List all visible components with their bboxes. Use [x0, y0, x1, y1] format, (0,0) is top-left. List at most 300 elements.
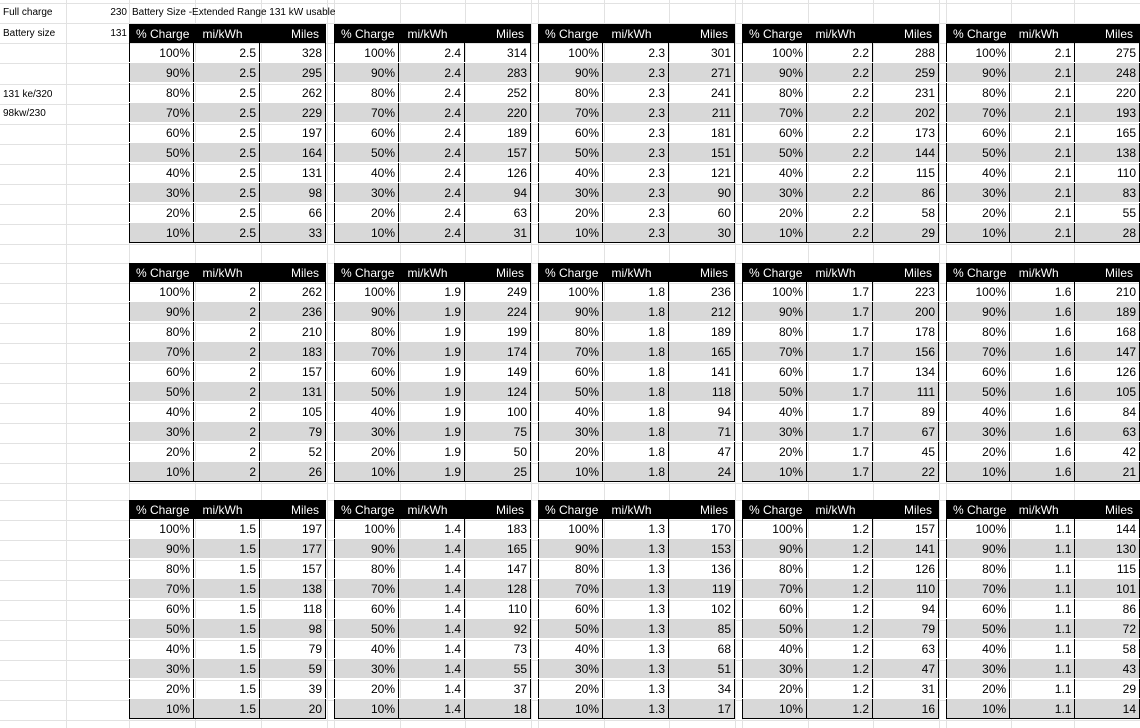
percent-cell[interactable]: 40% — [130, 163, 194, 183]
percent-cell[interactable]: 20% — [130, 679, 194, 699]
miles-cell[interactable]: 236 — [260, 302, 326, 322]
miles-cell[interactable]: 33 — [260, 223, 326, 243]
miles-cell[interactable]: 131 — [260, 163, 326, 183]
percent-cell[interactable]: 30% — [539, 422, 603, 442]
efficiency-cell[interactable]: 2.5 — [194, 183, 260, 203]
percent-cell[interactable]: 70% — [539, 579, 603, 599]
full-charge-label[interactable]: Full charge — [3, 7, 53, 18]
percent-cell[interactable]: 90% — [947, 63, 1010, 83]
column-header[interactable]: Miles — [669, 24, 735, 43]
efficiency-cell[interactable]: 2.5 — [194, 63, 260, 83]
efficiency-cell[interactable]: 1.2 — [807, 559, 873, 579]
efficiency-cell[interactable]: 2.4 — [399, 83, 465, 103]
miles-cell[interactable]: 110 — [873, 579, 939, 599]
column-header[interactable]: % Charge — [743, 263, 807, 282]
efficiency-cell[interactable]: 1.4 — [399, 579, 465, 599]
efficiency-cell[interactable]: 1.5 — [194, 699, 260, 719]
percent-cell[interactable]: 30% — [743, 422, 807, 442]
column-header[interactable]: mi/kWh — [194, 500, 260, 519]
efficiency-cell[interactable]: 2.4 — [399, 183, 465, 203]
percent-cell[interactable]: 50% — [130, 382, 194, 402]
miles-cell[interactable]: 157 — [465, 143, 531, 163]
efficiency-cell[interactable]: 2.1 — [1010, 123, 1075, 143]
percent-cell[interactable]: 70% — [335, 579, 399, 599]
miles-cell[interactable]: 63 — [465, 203, 531, 223]
efficiency-cell[interactable]: 2.1 — [1010, 143, 1075, 163]
percent-cell[interactable]: 40% — [539, 639, 603, 659]
percent-cell[interactable]: 50% — [335, 143, 399, 163]
efficiency-cell[interactable]: 1.5 — [194, 579, 260, 599]
percent-cell[interactable]: 40% — [539, 402, 603, 422]
percent-cell[interactable]: 60% — [743, 599, 807, 619]
efficiency-cell[interactable]: 2.4 — [399, 223, 465, 243]
efficiency-cell[interactable]: 1.3 — [603, 619, 669, 639]
miles-cell[interactable]: 153 — [669, 539, 735, 559]
miles-cell[interactable]: 197 — [260, 519, 326, 539]
efficiency-cell[interactable]: 1.9 — [399, 382, 465, 402]
miles-cell[interactable]: 118 — [669, 382, 735, 402]
percent-cell[interactable]: 90% — [743, 302, 807, 322]
column-header[interactable]: mi/kWh — [1010, 500, 1075, 519]
miles-cell[interactable]: 17 — [669, 699, 735, 719]
miles-cell[interactable]: 138 — [1075, 143, 1140, 163]
percent-cell[interactable]: 60% — [130, 362, 194, 382]
percent-cell[interactable]: 30% — [743, 183, 807, 203]
percent-cell[interactable]: 40% — [335, 402, 399, 422]
percent-cell[interactable]: 50% — [130, 143, 194, 163]
efficiency-cell[interactable]: 1.5 — [194, 619, 260, 639]
percent-cell[interactable]: 30% — [539, 659, 603, 679]
efficiency-cell[interactable]: 2.4 — [399, 143, 465, 163]
miles-cell[interactable]: 111 — [873, 382, 939, 402]
column-header[interactable]: Miles — [873, 263, 939, 282]
percent-cell[interactable]: 80% — [539, 559, 603, 579]
miles-cell[interactable]: 295 — [260, 63, 326, 83]
column-header[interactable]: mi/kWh — [807, 24, 873, 43]
percent-cell[interactable]: 60% — [743, 362, 807, 382]
miles-cell[interactable]: 89 — [873, 402, 939, 422]
percent-cell[interactable]: 20% — [539, 442, 603, 462]
miles-cell[interactable]: 231 — [873, 83, 939, 103]
efficiency-cell[interactable]: 2 — [194, 422, 260, 442]
miles-cell[interactable]: 45 — [873, 442, 939, 462]
efficiency-cell[interactable]: 1.8 — [603, 322, 669, 342]
column-header[interactable]: Miles — [260, 500, 326, 519]
efficiency-cell[interactable]: 1.6 — [1010, 342, 1075, 362]
percent-cell[interactable]: 90% — [947, 539, 1010, 559]
percent-cell[interactable]: 80% — [130, 322, 194, 342]
miles-cell[interactable]: 63 — [1075, 422, 1140, 442]
efficiency-cell[interactable]: 2.3 — [603, 123, 669, 143]
efficiency-cell[interactable]: 2.3 — [603, 83, 669, 103]
miles-cell[interactable]: 328 — [260, 43, 326, 63]
miles-cell[interactable]: 183 — [260, 342, 326, 362]
percent-cell[interactable]: 90% — [130, 63, 194, 83]
percent-cell[interactable]: 10% — [743, 223, 807, 243]
percent-cell[interactable]: 70% — [743, 103, 807, 123]
efficiency-cell[interactable]: 1.9 — [399, 282, 465, 302]
miles-cell[interactable]: 29 — [873, 223, 939, 243]
percent-cell[interactable]: 10% — [539, 462, 603, 482]
miles-cell[interactable]: 28 — [1075, 223, 1140, 243]
efficiency-cell[interactable]: 2.1 — [1010, 103, 1075, 123]
efficiency-cell[interactable]: 1.2 — [807, 699, 873, 719]
efficiency-cell[interactable]: 2.3 — [603, 63, 669, 83]
efficiency-cell[interactable]: 2.2 — [807, 63, 873, 83]
percent-cell[interactable]: 70% — [130, 103, 194, 123]
percent-cell[interactable]: 60% — [335, 362, 399, 382]
efficiency-cell[interactable]: 1.6 — [1010, 322, 1075, 342]
percent-cell[interactable]: 70% — [539, 103, 603, 123]
efficiency-cell[interactable]: 2.2 — [807, 83, 873, 103]
efficiency-cell[interactable]: 1.6 — [1010, 282, 1075, 302]
percent-cell[interactable]: 20% — [335, 203, 399, 223]
column-header[interactable]: % Charge — [947, 24, 1010, 43]
percent-cell[interactable]: 40% — [743, 639, 807, 659]
efficiency-cell[interactable]: 2.4 — [399, 103, 465, 123]
miles-cell[interactable]: 193 — [1075, 103, 1140, 123]
percent-cell[interactable]: 30% — [130, 183, 194, 203]
miles-cell[interactable]: 134 — [873, 362, 939, 382]
column-header[interactable]: Miles — [669, 500, 735, 519]
miles-cell[interactable]: 79 — [260, 639, 326, 659]
percent-cell[interactable]: 60% — [539, 599, 603, 619]
miles-cell[interactable]: 131 — [260, 382, 326, 402]
efficiency-cell[interactable]: 1.8 — [603, 462, 669, 482]
miles-cell[interactable]: 16 — [873, 699, 939, 719]
miles-cell[interactable]: 31 — [873, 679, 939, 699]
miles-cell[interactable]: 183 — [465, 519, 531, 539]
efficiency-cell[interactable]: 1.7 — [807, 402, 873, 422]
column-header[interactable]: mi/kWh — [1010, 263, 1075, 282]
efficiency-cell[interactable]: 1.3 — [603, 699, 669, 719]
percent-cell[interactable]: 50% — [743, 619, 807, 639]
efficiency-cell[interactable]: 2.3 — [603, 203, 669, 223]
percent-cell[interactable]: 50% — [335, 619, 399, 639]
miles-cell[interactable]: 259 — [873, 63, 939, 83]
percent-cell[interactable]: 100% — [539, 282, 603, 302]
miles-cell[interactable]: 151 — [669, 143, 735, 163]
efficiency-cell[interactable]: 2.2 — [807, 183, 873, 203]
percent-cell[interactable]: 100% — [947, 43, 1010, 63]
percent-cell[interactable]: 10% — [335, 223, 399, 243]
miles-cell[interactable]: 110 — [1075, 163, 1140, 183]
efficiency-cell[interactable]: 2.1 — [1010, 63, 1075, 83]
miles-cell[interactable]: 86 — [873, 183, 939, 203]
percent-cell[interactable]: 30% — [335, 183, 399, 203]
percent-cell[interactable]: 100% — [130, 43, 194, 63]
miles-cell[interactable]: 52 — [260, 442, 326, 462]
efficiency-cell[interactable]: 1.8 — [603, 422, 669, 442]
efficiency-cell[interactable]: 2.3 — [603, 183, 669, 203]
efficiency-cell[interactable]: 1.3 — [603, 679, 669, 699]
column-header[interactable]: % Charge — [743, 24, 807, 43]
percent-cell[interactable]: 30% — [335, 422, 399, 442]
percent-cell[interactable]: 100% — [947, 519, 1010, 539]
miles-cell[interactable]: 138 — [260, 579, 326, 599]
miles-cell[interactable]: 18 — [465, 699, 531, 719]
percent-cell[interactable]: 70% — [947, 579, 1010, 599]
percent-cell[interactable]: 10% — [130, 462, 194, 482]
miles-cell[interactable]: 83 — [1075, 183, 1140, 203]
efficiency-cell[interactable]: 1.1 — [1010, 619, 1075, 639]
efficiency-cell[interactable]: 1.3 — [603, 659, 669, 679]
percent-cell[interactable]: 70% — [947, 103, 1010, 123]
efficiency-cell[interactable]: 2.5 — [194, 143, 260, 163]
percent-cell[interactable]: 80% — [130, 559, 194, 579]
miles-cell[interactable]: 47 — [669, 442, 735, 462]
percent-cell[interactable]: 90% — [335, 63, 399, 83]
miles-cell[interactable]: 118 — [260, 599, 326, 619]
efficiency-cell[interactable]: 1.7 — [807, 462, 873, 482]
percent-cell[interactable]: 40% — [947, 163, 1010, 183]
note-98[interactable]: 98kw/230 — [3, 108, 46, 119]
efficiency-cell[interactable]: 1.6 — [1010, 382, 1075, 402]
efficiency-cell[interactable]: 2.3 — [603, 103, 669, 123]
miles-cell[interactable]: 86 — [1075, 599, 1140, 619]
percent-cell[interactable]: 40% — [335, 163, 399, 183]
efficiency-cell[interactable]: 1.9 — [399, 342, 465, 362]
efficiency-cell[interactable]: 2.5 — [194, 123, 260, 143]
efficiency-cell[interactable]: 2.3 — [603, 143, 669, 163]
efficiency-cell[interactable]: 1.2 — [807, 579, 873, 599]
percent-cell[interactable]: 20% — [335, 679, 399, 699]
efficiency-cell[interactable]: 1.9 — [399, 402, 465, 422]
percent-cell[interactable]: 70% — [539, 342, 603, 362]
percent-cell[interactable]: 30% — [335, 659, 399, 679]
percent-cell[interactable]: 100% — [743, 282, 807, 302]
efficiency-cell[interactable]: 1.1 — [1010, 659, 1075, 679]
percent-cell[interactable]: 20% — [130, 442, 194, 462]
note-131[interactable]: 131 ke/320 — [3, 89, 53, 100]
miles-cell[interactable]: 128 — [465, 579, 531, 599]
miles-cell[interactable]: 126 — [465, 163, 531, 183]
efficiency-cell[interactable]: 2.2 — [807, 123, 873, 143]
miles-cell[interactable]: 110 — [465, 599, 531, 619]
efficiency-cell[interactable]: 1.7 — [807, 382, 873, 402]
miles-cell[interactable]: 189 — [669, 322, 735, 342]
percent-cell[interactable]: 60% — [130, 599, 194, 619]
percent-cell[interactable]: 10% — [947, 699, 1010, 719]
miles-cell[interactable]: 262 — [260, 282, 326, 302]
miles-cell[interactable]: 59 — [260, 659, 326, 679]
percent-cell[interactable]: 20% — [335, 442, 399, 462]
percent-cell[interactable]: 80% — [947, 322, 1010, 342]
efficiency-cell[interactable]: 2.2 — [807, 163, 873, 183]
column-header[interactable]: Miles — [873, 500, 939, 519]
percent-cell[interactable]: 20% — [130, 203, 194, 223]
percent-cell[interactable]: 30% — [947, 183, 1010, 203]
miles-cell[interactable]: 31 — [465, 223, 531, 243]
percent-cell[interactable]: 80% — [335, 322, 399, 342]
efficiency-cell[interactable]: 1.4 — [399, 699, 465, 719]
efficiency-cell[interactable]: 2.5 — [194, 163, 260, 183]
percent-cell[interactable]: 20% — [539, 203, 603, 223]
miles-cell[interactable]: 14 — [1075, 699, 1140, 719]
efficiency-cell[interactable]: 1.2 — [807, 519, 873, 539]
miles-cell[interactable]: 248 — [1075, 63, 1140, 83]
percent-cell[interactable]: 90% — [130, 302, 194, 322]
efficiency-cell[interactable]: 1.7 — [807, 302, 873, 322]
percent-cell[interactable]: 70% — [743, 579, 807, 599]
miles-cell[interactable]: 283 — [465, 63, 531, 83]
miles-cell[interactable]: 178 — [873, 322, 939, 342]
efficiency-cell[interactable]: 1.1 — [1010, 679, 1075, 699]
miles-cell[interactable]: 79 — [260, 422, 326, 442]
miles-cell[interactable]: 75 — [465, 422, 531, 442]
efficiency-cell[interactable]: 1.8 — [603, 382, 669, 402]
column-header[interactable]: Miles — [1075, 24, 1140, 43]
miles-cell[interactable]: 212 — [669, 302, 735, 322]
efficiency-cell[interactable]: 1.1 — [1010, 599, 1075, 619]
efficiency-cell[interactable]: 1.4 — [399, 539, 465, 559]
miles-cell[interactable]: 43 — [1075, 659, 1140, 679]
percent-cell[interactable]: 50% — [335, 382, 399, 402]
miles-cell[interactable]: 288 — [873, 43, 939, 63]
efficiency-cell[interactable]: 1.6 — [1010, 462, 1075, 482]
efficiency-cell[interactable]: 1.6 — [1010, 442, 1075, 462]
percent-cell[interactable]: 20% — [947, 203, 1010, 223]
miles-cell[interactable]: 34 — [669, 679, 735, 699]
efficiency-cell[interactable]: 2.5 — [194, 103, 260, 123]
miles-cell[interactable]: 50 — [465, 442, 531, 462]
efficiency-cell[interactable]: 2.4 — [399, 43, 465, 63]
miles-cell[interactable]: 79 — [873, 619, 939, 639]
efficiency-cell[interactable]: 1.8 — [603, 282, 669, 302]
efficiency-cell[interactable]: 2.1 — [1010, 43, 1075, 63]
column-header[interactable]: mi/kWh — [603, 24, 669, 43]
efficiency-cell[interactable]: 1.8 — [603, 302, 669, 322]
miles-cell[interactable]: 72 — [1075, 619, 1140, 639]
percent-cell[interactable]: 40% — [947, 402, 1010, 422]
efficiency-cell[interactable]: 2.1 — [1010, 223, 1075, 243]
column-header[interactable]: Miles — [465, 263, 531, 282]
efficiency-cell[interactable]: 1.8 — [603, 402, 669, 422]
percent-cell[interactable]: 90% — [539, 63, 603, 83]
percent-cell[interactable]: 90% — [743, 63, 807, 83]
miles-cell[interactable]: 157 — [260, 362, 326, 382]
efficiency-cell[interactable]: 1.2 — [807, 659, 873, 679]
percent-cell[interactable]: 80% — [335, 83, 399, 103]
efficiency-cell[interactable]: 1.9 — [399, 322, 465, 342]
efficiency-cell[interactable]: 1.2 — [807, 679, 873, 699]
percent-cell[interactable]: 60% — [539, 362, 603, 382]
percent-cell[interactable]: 100% — [947, 282, 1010, 302]
percent-cell[interactable]: 60% — [947, 599, 1010, 619]
miles-cell[interactable]: 71 — [669, 422, 735, 442]
percent-cell[interactable]: 10% — [335, 699, 399, 719]
column-header[interactable]: mi/kWh — [399, 500, 465, 519]
percent-cell[interactable]: 80% — [743, 322, 807, 342]
efficiency-cell[interactable]: 2.5 — [194, 203, 260, 223]
percent-cell[interactable]: 40% — [539, 163, 603, 183]
miles-cell[interactable]: 73 — [465, 639, 531, 659]
percent-cell[interactable]: 20% — [743, 442, 807, 462]
miles-cell[interactable]: 22 — [873, 462, 939, 482]
column-header[interactable]: % Charge — [335, 24, 399, 43]
efficiency-cell[interactable]: 2.2 — [807, 223, 873, 243]
miles-cell[interactable]: 67 — [873, 422, 939, 442]
miles-cell[interactable]: 157 — [260, 559, 326, 579]
miles-cell[interactable]: 55 — [465, 659, 531, 679]
percent-cell[interactable]: 70% — [743, 342, 807, 362]
percent-cell[interactable]: 80% — [947, 83, 1010, 103]
miles-cell[interactable]: 147 — [465, 559, 531, 579]
column-header[interactable]: % Charge — [947, 500, 1010, 519]
percent-cell[interactable]: 60% — [539, 123, 603, 143]
percent-cell[interactable]: 10% — [335, 462, 399, 482]
efficiency-cell[interactable]: 2.4 — [399, 163, 465, 183]
percent-cell[interactable]: 10% — [130, 699, 194, 719]
miles-cell[interactable]: 124 — [465, 382, 531, 402]
efficiency-cell[interactable]: 2 — [194, 322, 260, 342]
percent-cell[interactable]: 10% — [743, 699, 807, 719]
miles-cell[interactable]: 98 — [260, 619, 326, 639]
miles-cell[interactable]: 147 — [1075, 342, 1140, 362]
percent-cell[interactable]: 80% — [539, 83, 603, 103]
column-header[interactable]: Miles — [873, 24, 939, 43]
percent-cell[interactable]: 40% — [743, 402, 807, 422]
percent-cell[interactable]: 60% — [335, 123, 399, 143]
efficiency-cell[interactable]: 1.3 — [603, 579, 669, 599]
column-header[interactable]: Miles — [260, 24, 326, 43]
miles-cell[interactable]: 60 — [669, 203, 735, 223]
miles-cell[interactable]: 121 — [669, 163, 735, 183]
percent-cell[interactable]: 80% — [130, 83, 194, 103]
column-header[interactable]: Miles — [1075, 263, 1140, 282]
miles-cell[interactable]: 301 — [669, 43, 735, 63]
percent-cell[interactable]: 100% — [335, 43, 399, 63]
miles-cell[interactable]: 85 — [669, 619, 735, 639]
miles-cell[interactable]: 271 — [669, 63, 735, 83]
column-header[interactable]: % Charge — [539, 24, 603, 43]
miles-cell[interactable]: 130 — [1075, 539, 1140, 559]
miles-cell[interactable]: 156 — [873, 342, 939, 362]
efficiency-cell[interactable]: 2.4 — [399, 63, 465, 83]
column-header[interactable]: mi/kWh — [807, 500, 873, 519]
efficiency-cell[interactable]: 2.1 — [1010, 163, 1075, 183]
percent-cell[interactable]: 50% — [743, 143, 807, 163]
miles-cell[interactable]: 211 — [669, 103, 735, 123]
percent-cell[interactable]: 40% — [335, 639, 399, 659]
efficiency-cell[interactable]: 2 — [194, 342, 260, 362]
miles-cell[interactable]: 189 — [1075, 302, 1140, 322]
miles-cell[interactable]: 164 — [260, 143, 326, 163]
miles-cell[interactable]: 37 — [465, 679, 531, 699]
efficiency-cell[interactable]: 1.4 — [399, 519, 465, 539]
miles-cell[interactable]: 126 — [1075, 362, 1140, 382]
efficiency-cell[interactable]: 1.1 — [1010, 519, 1075, 539]
column-header[interactable]: % Charge — [335, 500, 399, 519]
percent-cell[interactable]: 50% — [947, 619, 1010, 639]
percent-cell[interactable]: 50% — [947, 382, 1010, 402]
column-header[interactable]: Miles — [465, 500, 531, 519]
column-header[interactable]: Miles — [260, 263, 326, 282]
efficiency-cell[interactable]: 1.4 — [399, 559, 465, 579]
miles-cell[interactable]: 202 — [873, 103, 939, 123]
efficiency-cell[interactable]: 1.5 — [194, 539, 260, 559]
miles-cell[interactable]: 90 — [669, 183, 735, 203]
percent-cell[interactable]: 10% — [947, 462, 1010, 482]
miles-cell[interactable]: 241 — [669, 83, 735, 103]
percent-cell[interactable]: 100% — [743, 43, 807, 63]
efficiency-cell[interactable]: 2.2 — [807, 203, 873, 223]
percent-cell[interactable]: 50% — [130, 619, 194, 639]
efficiency-cell[interactable]: 1.7 — [807, 442, 873, 462]
efficiency-cell[interactable]: 1.9 — [399, 302, 465, 322]
miles-cell[interactable]: 94 — [669, 402, 735, 422]
miles-cell[interactable]: 20 — [260, 699, 326, 719]
